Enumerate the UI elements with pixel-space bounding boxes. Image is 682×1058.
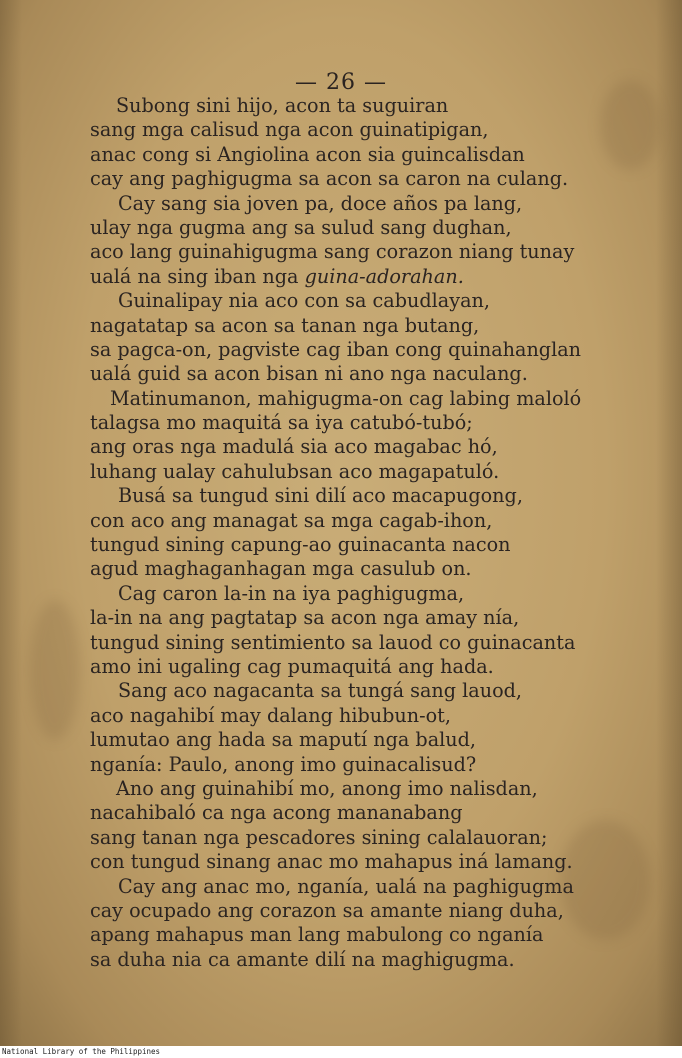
poem-line: apang mahapus man lang mabulong co nganía	[90, 923, 544, 947]
poem-line: Cay ang anac mo, nganía, ualá na paghigugma	[118, 874, 574, 898]
poem-line: Busá sa tungud sini dilí aco macapugong,	[118, 484, 523, 508]
poem-line: sa pagca-on, pagviste cag iban cong quinahanglan	[90, 337, 582, 361]
poem-line: nganía: Paulo, anong imo guinacalisud?	[90, 752, 477, 776]
poem-line: nagatatap sa acon sa tanan nga butang,	[90, 313, 480, 337]
poem-line-text: ualá na sing iban nga	[90, 264, 305, 288]
poem-line: tungud sining sentimiento sa lauod co guinacanta	[90, 630, 576, 654]
poem-line: tungud sining capung-ao guinacanta nacon	[90, 533, 511, 557]
italic-phrase: guina-adorahan.	[304, 264, 464, 288]
poem-line: cay ocupado ang corazon sa amante niang duha,	[90, 898, 564, 922]
poem-text	[90, 94, 610, 972]
page-edge-right-shadow	[656, 0, 682, 1046]
poem-line: ulay nga gugma ang sa sulud sang dughan,	[90, 215, 512, 239]
poem-line: lumutao ang hada sa maputí nga balud,	[90, 728, 477, 752]
poem-line: sang tanan nga pescadores sining calalauoran;	[90, 825, 548, 849]
poem-line: sang mga calisud nga acon guinatipigan,	[90, 118, 489, 142]
poem-line: ang oras nga madulá sia aco magabac hó,	[90, 435, 498, 459]
poem-line: la-in na ang pagtatap sa acon nga amay nía,	[90, 606, 520, 630]
poem-line: Guinalipay nia aco con sa cabudlayan,	[118, 289, 490, 313]
poem-line: agud maghaganhagan mga casulub on.	[90, 557, 472, 581]
poem-line: Sang aco nagacanta sa tungá sang lauod,	[118, 679, 522, 703]
poem-line: Subong sini hijo, acon ta suguiran	[116, 94, 449, 117]
poem-line: luhang ualay cahulubsan aco magapatuló.	[90, 459, 500, 483]
poem-line: con tungud sinang anac mo mahapus iná lamang.	[90, 850, 573, 874]
poem-line: con aco ang managat sa mga cagab-ihon,	[90, 508, 493, 532]
page-edge-left-shadow	[0, 0, 22, 1046]
poem-line-with-italic	[90, 265, 610, 289]
poem-line: sa duha nia ca amante dilí na maghigugma.	[90, 947, 515, 971]
poem-line: nacahibaló ca nga acong mananabang	[90, 801, 463, 825]
poem-line: aco lang guinahigugma sang corazon niang tunay	[90, 240, 575, 264]
poem-line: talagsa mo maquitá sa iya catubó-tubó;	[90, 411, 473, 435]
poem-line: amo ini ugaling cag pumaquitá ang hada.	[90, 654, 494, 678]
poem-line: cay ang paghigugma sa acon sa caron na culang.	[90, 167, 569, 191]
paper-stain	[30, 600, 80, 740]
poem-line: aco nagahibí may dalang hibubun-ot,	[90, 703, 451, 727]
poem-line: ualá guid sa acon bisan ni ano nga naculang.	[90, 362, 528, 386]
poem-line: Cag caron la-in na iya paghigugma,	[118, 581, 465, 605]
poem-line: anac cong si Angiolina acon sia guincalisdan	[90, 142, 525, 166]
footer-credit: National Library of the Philippines	[2, 1047, 161, 1056]
poem-line: Ano ang guinahibí mo, anong imo nalisdan,	[116, 776, 538, 800]
page-number: — 26 —	[295, 70, 387, 95]
footer-bar	[0, 1046, 682, 1058]
poem-line: Matinumanon, mahigugma-on cag labing maloló	[110, 386, 582, 410]
poem-line: Cay sang sia joven pa, doce años pa lang,	[118, 191, 523, 215]
